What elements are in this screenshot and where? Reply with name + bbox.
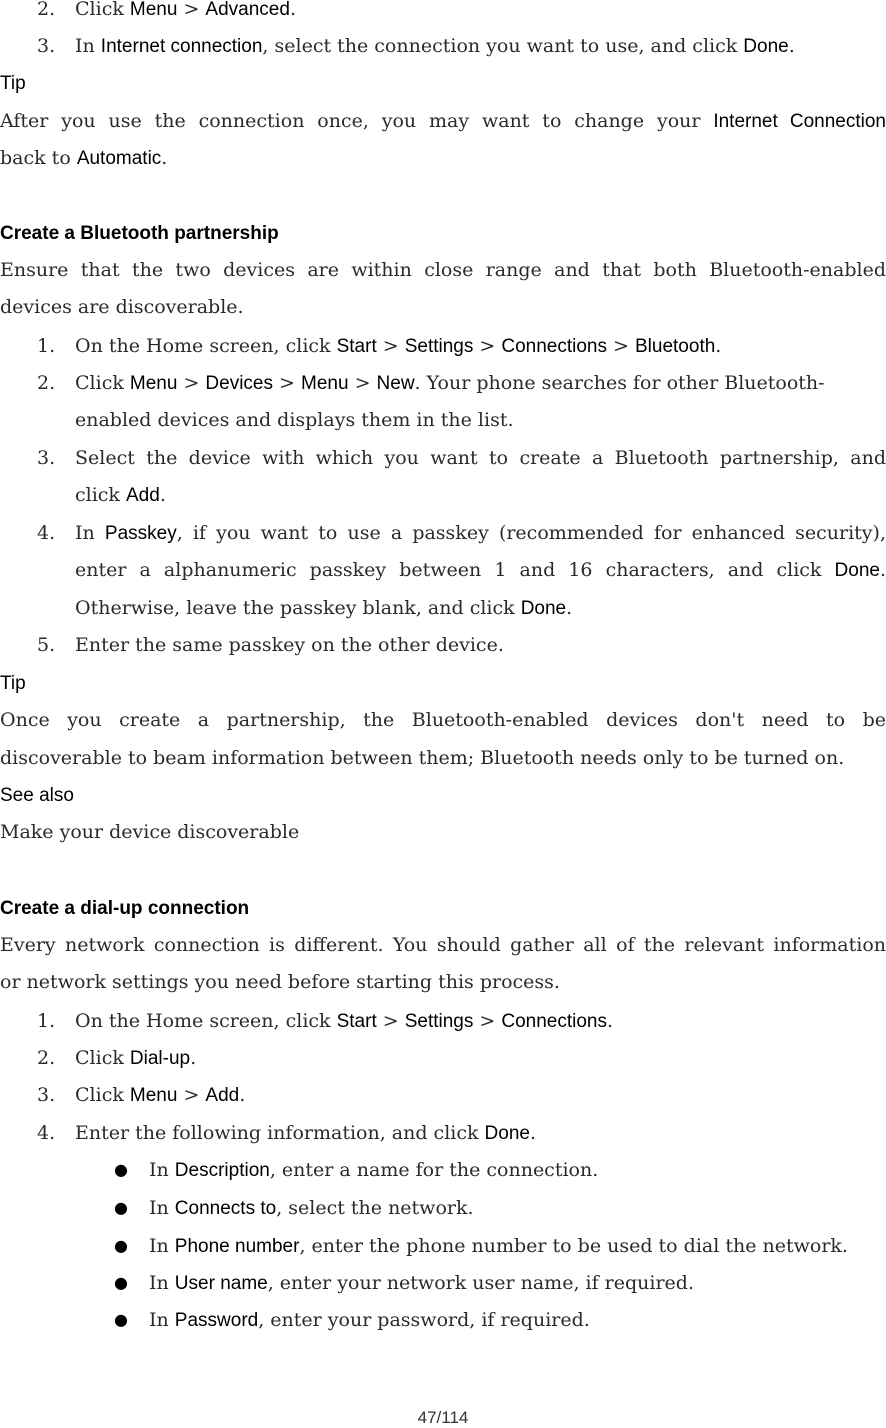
step-text: Click Menu > Advanced. xyxy=(75,0,296,20)
bullet-icon: ● xyxy=(114,1198,128,1217)
step-number: 3. xyxy=(37,1084,56,1106)
step-number: 1. xyxy=(37,335,56,357)
tip-text-line: discoverable to beam information between them; Bluetooth needs only to be turned on. xyxy=(0,747,845,769)
step-text: Click Menu > Devices > Menu > New. Your phone searches for other Bluetooth- xyxy=(75,372,825,394)
bullet-text: In Description, enter a name for the connection. xyxy=(149,1159,599,1181)
step-text: Select the device with which you want to create a Bluetooth partnership, and xyxy=(75,447,886,469)
step-text: Click Dial-up. xyxy=(75,1047,197,1069)
section-heading: Create a Bluetooth partnership xyxy=(0,223,279,244)
see-also-link[interactable]: Make your device discoverable xyxy=(0,821,300,843)
tip-text-line: back to Automatic. xyxy=(0,147,168,169)
step-number: 3. xyxy=(37,35,56,57)
step-text: click Add. xyxy=(75,484,166,506)
paragraph-line: Every network connection is different. You should gather all of the relevant information xyxy=(0,934,886,956)
bullet-icon: ● xyxy=(114,1160,128,1179)
bullet-text: In Connects to, select the network. xyxy=(149,1197,474,1219)
step-number: 4. xyxy=(37,1122,56,1144)
step-text: Click Menu > Add. xyxy=(75,1084,246,1106)
step-text: On the Home screen, click Start > Settings > Connections. xyxy=(75,1010,614,1032)
step-text: enter a alphanumeric passkey between 1 and 16 characters, and click Done. xyxy=(75,559,886,581)
step-number: 2. xyxy=(37,0,56,20)
bullet-icon: ● xyxy=(114,1310,128,1329)
step-text: enabled devices and displays them in the list. xyxy=(75,409,514,431)
step-text: Enter the same passkey on the other device. xyxy=(75,634,504,656)
step-text: In Internet connection, select the connection you want to use, and click Done. xyxy=(75,35,795,57)
step-number: 2. xyxy=(37,372,56,394)
step-number: 4. xyxy=(37,522,56,544)
section-heading: Create a dial-up connection xyxy=(0,898,250,919)
step-number: 3. xyxy=(37,447,56,469)
step-text: On the Home screen, click Start > Settings > Connections > Bluetooth. xyxy=(75,335,722,357)
step-number: 1. xyxy=(37,1010,56,1032)
bullet-text: In User name, enter your network user name, if required. xyxy=(149,1272,695,1294)
tip-text-line: After you use the connection once, you may want to change your Internet Connection xyxy=(0,110,886,132)
bullet-text: In Phone number, enter the phone number to be used to dial the network. xyxy=(149,1235,848,1257)
tip-label: Tip xyxy=(0,73,26,94)
bullet-icon: ● xyxy=(114,1236,128,1255)
step-text: Enter the following information, and click Done. xyxy=(75,1122,537,1144)
step-text: Otherwise, leave the passkey blank, and click Done. xyxy=(75,597,573,619)
see-also-label: See also xyxy=(0,785,74,806)
paragraph-line: or network settings you need before starting this process. xyxy=(0,971,560,993)
step-number: 5. xyxy=(37,634,56,656)
tip-label: Tip xyxy=(0,673,26,694)
paragraph-line: Ensure that the two devices are within close range and that both Bluetooth-enabled xyxy=(0,259,886,281)
step-text: In Passkey, if you want to use a passkey (recommended for enhanced security), xyxy=(75,522,886,544)
bullet-icon: ● xyxy=(114,1273,128,1292)
paragraph-line: devices are discoverable. xyxy=(0,296,244,318)
step-number: 2. xyxy=(37,1047,56,1069)
page-number: 47/114 xyxy=(417,1408,469,1427)
tip-text-line: Once you create a partnership, the Bluetooth-enabled devices don't need to be xyxy=(0,709,886,731)
bullet-text: In Password, enter your password, if required. xyxy=(149,1309,590,1331)
